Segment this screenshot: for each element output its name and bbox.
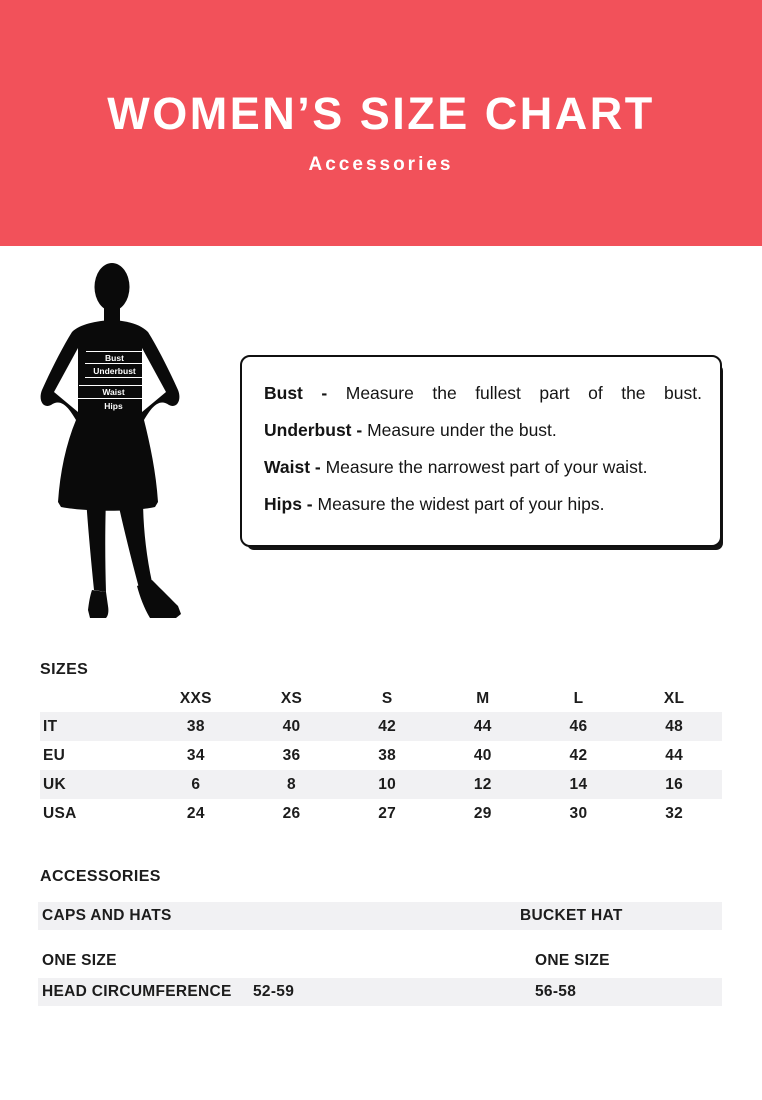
row-label: UK [43,775,66,793]
accessories-row-spacer [38,930,722,944]
size-cell: 30 [569,804,588,822]
size-cell: 16 [665,775,684,793]
size-col-xs: XS [280,690,303,707]
underbust-definition: Underbust - Measure under the bust. [264,420,557,440]
size-cell: 32 [665,804,684,822]
size-cell: 14 [569,775,588,793]
size-cell: 24 [186,804,205,822]
size-cell: 10 [378,775,397,793]
bust-definition: Bust - Measure the fullest part of the bust. [264,383,702,403]
figure-waist-label: Waist [79,385,148,398]
row-label: USA [43,804,77,822]
size-cell: 26 [282,804,301,822]
sizes-header-row [40,686,722,712]
size-cell: 40 [282,717,301,735]
head-circumference-label: HEAD CIRCUMFERENCE [42,983,232,1000]
head-circumference-row [38,978,722,1006]
woman-silhouette-icon [38,260,182,628]
size-row-uk [40,770,722,799]
size-col-xl: XL [663,690,685,707]
figure-hips-label: Hips [77,398,150,412]
accessories-header-row [38,902,722,930]
size-row-eu [40,741,722,770]
accessories-heading: ACCESSORIES [40,868,161,885]
size-cell: 36 [282,746,301,764]
size-cell: 27 [378,804,397,822]
banner-subtitle: Accessories [308,154,454,175]
measurement-figure [38,260,182,628]
caps-and-hats-header: CAPS AND HATS [42,907,172,924]
banner-title: WOMEN’S SIZE CHART [107,88,655,139]
size-row-it [40,712,722,741]
accessories-section [38,868,722,1006]
size-cell: 38 [378,746,397,764]
size-cell: 48 [665,717,684,735]
sizes-heading: SIZES [40,661,89,678]
figure-underbust-label: Underbust [85,363,144,378]
bucket-hat-header: BUCKET HAT [520,907,623,924]
size-cell: 34 [186,746,205,764]
sizes-header-empty-cell [40,686,148,712]
size-cell: 40 [473,746,492,764]
measurement-info-box [240,355,722,547]
head-circumference-value: 52-59 [253,983,295,1000]
size-col-m: M [476,690,490,707]
size-cell: 42 [569,746,588,764]
one-size-label: ONE SIZE [42,952,117,969]
top-banner [0,0,762,246]
size-col-l: L [573,690,584,707]
size-cell: 38 [186,717,205,735]
one-size-right-value: ONE SIZE [535,952,610,969]
figure-bust-label: Bust [86,351,143,363]
row-label: EU [43,746,66,764]
size-col-xxs: XXS [179,690,212,707]
size-cell: 44 [665,746,684,764]
size-cell: 6 [191,775,201,793]
sizes-table [40,686,722,828]
hips-definition: Hips - Measure the widest part of your hips. [264,494,605,514]
size-cell: 42 [378,717,397,735]
size-cell: 12 [473,775,492,793]
head-circumference-right-value: 56-58 [535,983,577,1000]
size-cell: 44 [473,717,492,735]
sizes-section [40,661,722,828]
one-size-row [38,944,722,978]
waist-definition: Waist - Measure the narrowest part of your waist. [264,457,648,477]
size-cell: 46 [569,717,588,735]
size-row-usa [40,799,722,828]
size-col-s: S [381,690,393,707]
row-label: IT [43,717,58,735]
size-cell: 29 [473,804,492,822]
size-cell: 8 [287,775,296,793]
